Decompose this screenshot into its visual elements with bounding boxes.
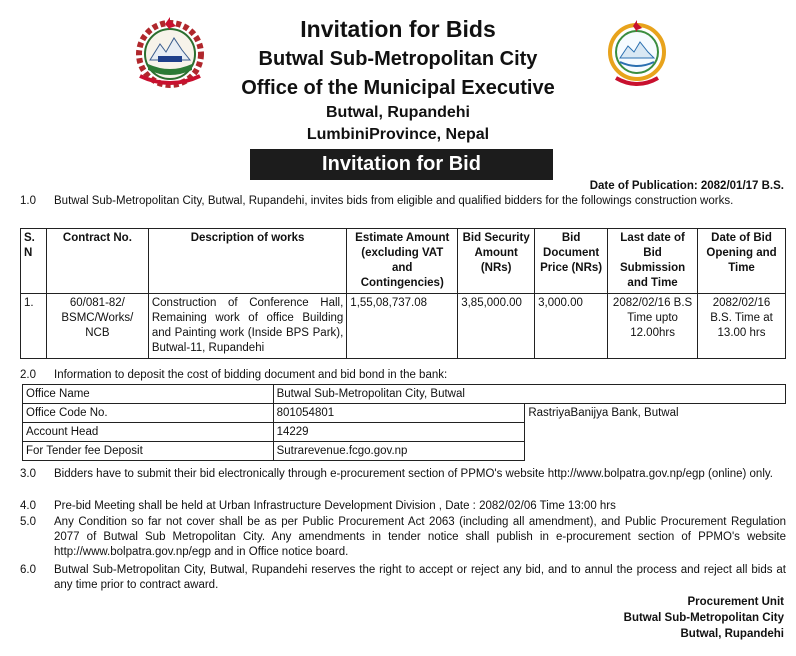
signature-unit: Procurement Unit [687, 596, 784, 608]
table-header-row [21, 229, 786, 294]
cell-opening: 2082/02/16 B.S. Time at 13.00 hrs [698, 294, 786, 359]
table-row [21, 294, 786, 359]
table-row [23, 385, 786, 404]
cell-sn: 1. [21, 294, 47, 359]
account-head-label: Account Head [23, 423, 274, 442]
col-header-lastdate: Last date of Bid Submission and Time [608, 229, 698, 294]
col-header-sn: S. N [21, 229, 47, 294]
organization-name: Butwal Sub-Metropolitan City [258, 48, 538, 70]
tender-fee-value: Sutrarevenue.fcgo.gov.np [273, 442, 525, 461]
col-header-price: Bid Document Price (NRs) [535, 229, 608, 294]
section-number: 1.0 [20, 195, 36, 207]
col-header-contract: Contract No. [46, 229, 148, 294]
bank-name: RastriyaBanijya Bank, Butwal [528, 407, 679, 419]
section-text: Pre-bid Meeting shall be held at Urban Infrastructure Development Division , Date : 2082/02/06 Time 13:00 hrs [54, 500, 616, 512]
notice-title: Invitation for Bids [300, 16, 496, 42]
office-name: Office of the Municipal Executive [241, 77, 555, 99]
section-2 [20, 368, 786, 383]
table-row [23, 442, 786, 461]
col-header-description: Description of works [148, 229, 346, 294]
cell-lastdate: 2082/02/16 B.S Time upto 12.00hrs [608, 294, 698, 359]
section-number: 4.0 [20, 500, 36, 512]
cell-price: 3,000.00 [535, 294, 608, 359]
office-name-value: Butwal Sub-Metropolitan City, Butwal [273, 385, 785, 404]
col-header-estimate: Estimate Amount (excluding VAT and Contingencies) [347, 229, 458, 294]
invitation-banner: Invitation for Bid [250, 149, 553, 180]
cell-estimate: 1,55,08,737.08 [347, 294, 458, 359]
col-header-opening: Date of Bid Opening and Time [698, 229, 786, 294]
office-code-value: 801054801 [273, 404, 525, 423]
section-number: 2.0 [20, 369, 36, 381]
signature-place: Butwal, Rupandehi [680, 628, 784, 640]
office-name-label: Office Name [23, 385, 274, 404]
section-text: Information to deposit the cost of bidding document and bid bond in the bank: [54, 369, 448, 381]
section-4 [20, 499, 786, 514]
office-location: Butwal, Rupandehi [326, 104, 470, 121]
cell-description: Construction of Conference Hall, Remaining work of office Building and Painting work (Inside BPS Park), Butwal-11, Rupandehi [148, 294, 346, 359]
col-header-security: Bid Security Amount (NRs) [458, 229, 535, 294]
empty-cell [525, 442, 786, 461]
section-1 [20, 194, 786, 209]
section-5 [20, 515, 786, 560]
table-row [23, 404, 786, 423]
publication-date: Date of Publication: 2082/01/17 B.S. [589, 180, 784, 192]
office-code-label: Office Code No. [23, 404, 274, 423]
section-3 [20, 467, 786, 482]
section-6 [20, 563, 786, 593]
section-number: 3.0 [20, 468, 36, 480]
works-table [20, 228, 786, 359]
province-country: LumbiniProvince, Nepal [306, 126, 490, 143]
section-number: 5.0 [20, 516, 36, 528]
cell-contract: 60/081-82/ BSMC/Works/ NCB [46, 294, 148, 359]
tender-fee-label: For Tender fee Deposit [23, 442, 274, 461]
section-text: Butwal Sub-Metropolitan City, Butwal, Rupandehi reserves the right to accept or reject any bid, and to annul the process and reject all bids at any time prior to contract award. [54, 564, 786, 591]
account-head-value: 14229 [273, 423, 525, 442]
section-text: Butwal Sub-Metropolitan City, Butwal, Rupandehi, invites bids from eligible and qualified bidders for the followings construction works. [54, 195, 734, 207]
section-text: Any Condition so far not cover shall be as per Public Procurement Act 2063 (including all amendment), and Public Procurement Regulation 2077 of Butwal Sub Metropolitan City. Any amendments in tender notice shall publish in e-procurement section of PPMO's website http://www.bolpatra.gov.np/egp and in Office notice board. [54, 516, 786, 558]
bank-info-table [22, 384, 786, 461]
signature-org: Butwal Sub-Metropolitan City [623, 612, 784, 624]
cell-security: 3,85,000.00 [458, 294, 535, 359]
section-text: Bidders have to submit their bid electronically through e-procurement section of PPMO's website http://www.bolpatra.gov.np/egp (online) only. [54, 468, 773, 480]
section-number: 6.0 [20, 564, 36, 576]
